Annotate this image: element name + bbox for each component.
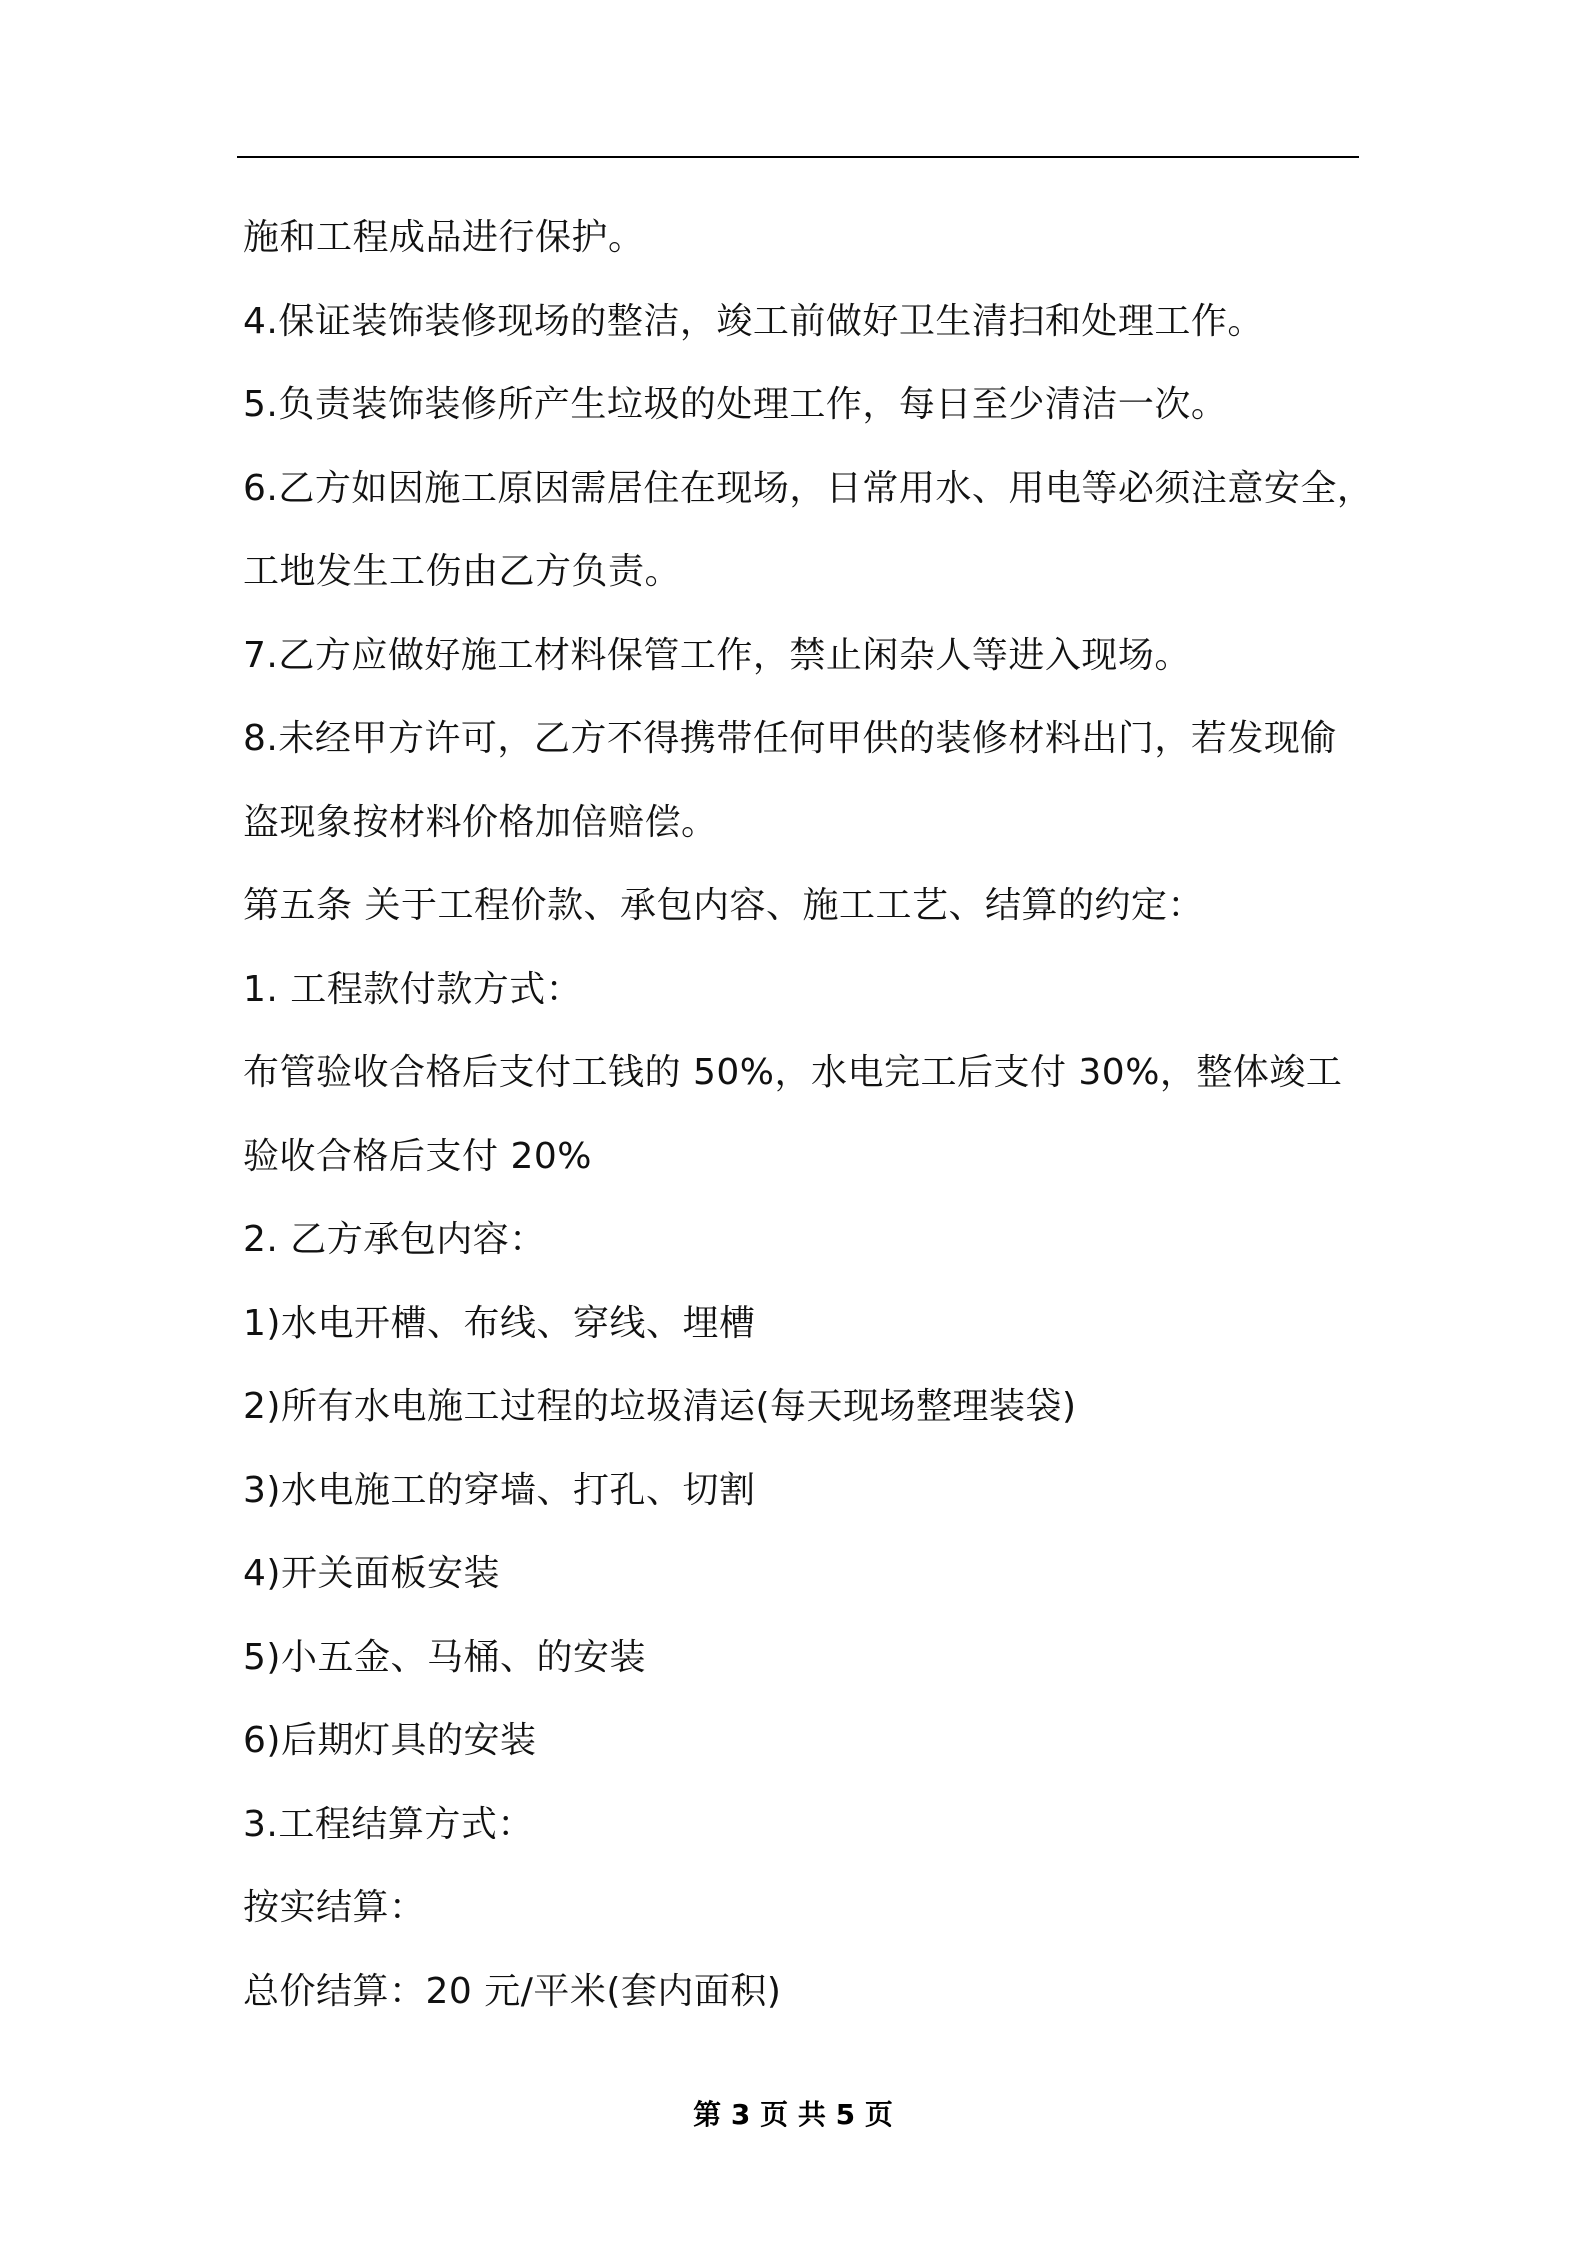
body-line: 4.保证装饰装修现场的整洁，竣工前做好卫生清扫和处理工作。 <box>243 300 1264 342</box>
document-body <box>243 196 1374 2033</box>
body-line: 施和工程成品进行保护。 <box>243 217 645 258</box>
body-line: 7.乙方应做好施工材料保管工作，禁止闲杂人等进入现场。 <box>243 634 1191 676</box>
body-line: 盗现象按材料价格加倍赔偿。 <box>243 801 718 843</box>
body-line: 2. 乙方承包内容： <box>243 1219 546 1260</box>
body-line: 5.负责装饰装修所产生垃圾的处理工作，每日至少清洁一次。 <box>243 384 1228 425</box>
page-number-footer: 第 3 页 共 5 页 <box>693 2098 893 2131</box>
body-line: 布管验收合格后支付工钱的 50%，水电完工后支付 30%，整体竣工 <box>243 1052 1343 1093</box>
body-line: 工地发生工伤由乙方负责。 <box>243 551 682 592</box>
body-line: 验收合格后支付 20% <box>243 1135 592 1177</box>
list-item: 3)水电施工的穿墙、打孔、切割 <box>243 1469 756 1511</box>
body-line: 总价结算：20 元/平米(套内面积) <box>243 1970 782 2012</box>
body-line: 3.工程结算方式： <box>243 1803 534 1845</box>
header-rule <box>237 156 1359 158</box>
list-item: 5)小五金、马桶、的安装 <box>243 1636 646 1678</box>
list-item: 4)开关面板安装 <box>243 1553 500 1594</box>
body-line: 6.乙方如因施工原因需居住在现场，日常用水、用电等必须注意安全， <box>243 467 1374 509</box>
section-heading: 第五条 关于工程价款、承包内容、施工工艺、结算的约定： <box>243 885 1204 926</box>
list-item: 1)水电开槽、布线、穿线、埋槽 <box>243 1302 756 1344</box>
body-line: 8.未经甲方许可，乙方不得携带任何甲供的装修材料出门，若发现偷 <box>243 718 1337 759</box>
list-item: 6)后期灯具的安装 <box>243 1720 537 1761</box>
body-line: 1. 工程款付款方式： <box>243 968 583 1010</box>
list-item: 2)所有水电施工过程的垃圾清运(每天现场整理装袋) <box>243 1386 1077 1427</box>
body-line: 按实结算： <box>243 1887 426 1928</box>
